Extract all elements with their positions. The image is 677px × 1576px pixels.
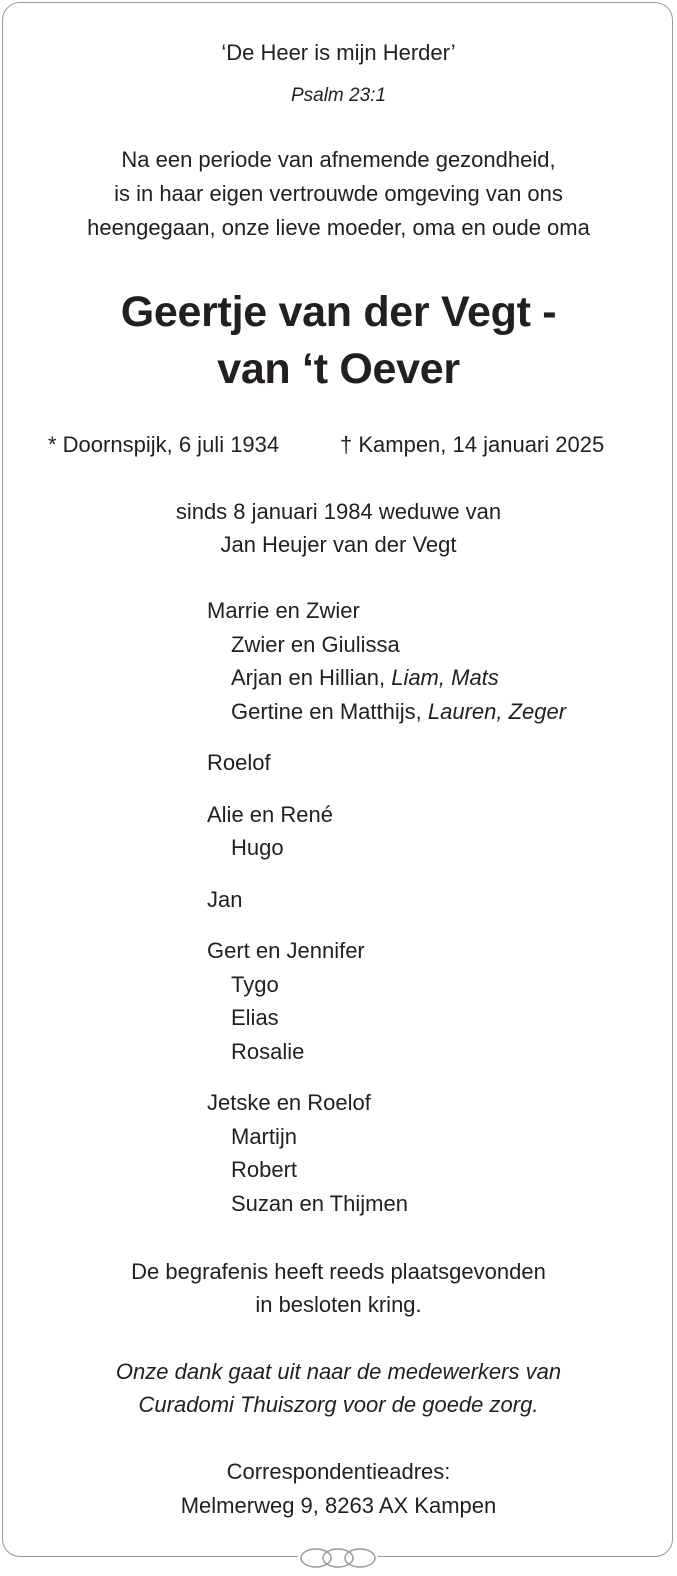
grandchild-entry [207,1035,566,1069]
family-head: Gert en Jennifer [207,938,365,963]
family-head: Jan [207,886,243,912]
grandchild-name: Rosalie [231,1038,305,1064]
grandchild-name: Gertine en Matthijs, [231,698,422,724]
family-group [207,594,566,728]
great-grandchildren: Liam, Mats [391,665,499,690]
grandchild-name: Robert [231,1157,298,1182]
widow-line-2: Jan Heujer van der Vegt [220,532,457,557]
funeral-line-1: De begrafenis heeft reeds plaatsgevonden [131,1259,546,1284]
address-label: Correspondentieadres: [226,1459,451,1484]
family-head: Alie en René [207,801,333,827]
family-group [207,934,566,1068]
grandchild-entry [207,661,566,695]
grandchild-entry [207,831,566,865]
great-grandchildren: Lauren, Zeger [427,698,567,724]
grandchild-name: Hugo [231,835,284,860]
family-head: Jetske en Roelof [207,1090,371,1115]
grandchild-entry [207,695,566,729]
thanks-line-2: Curadomi Thuiszorg voor de goede zorg. [138,1392,539,1417]
family-group [207,1086,566,1220]
grandchild-entry [207,968,566,1002]
intro-line-3: heengegaan, onze lieve moeder, oma en oude oma [87,215,590,240]
birth-date: * Doornspijk, 6 juli 1934 [48,432,280,457]
death-date: † Kampen, 14 januari 2025 [340,432,605,457]
grandchild-name: Elias [231,1005,279,1030]
intro-line-2: is in haar eigen vertrouwde omgeving van ons [114,181,563,206]
thanks-line-1: Onze dank gaat uit naar de medewerkers van [115,1359,562,1384]
intro-line-1: Na een periode van afnemende gezondheid, [121,147,556,172]
grandchild-name: Arjan en Hillian, [231,665,386,690]
grandchild-entry [207,1120,566,1154]
family-group [207,883,566,917]
deceased-name-line-2: van ‘t Oever [217,345,460,393]
verse-reference: Psalm 23:1 [290,85,387,106]
funeral-line-2: in besloten kring. [255,1292,422,1317]
family-list [207,594,566,1238]
grandchild-name: Suzan en Thijmen [231,1190,408,1216]
family-head: Roelof [207,750,271,775]
grandchild-name: Martijn [231,1123,298,1149]
grandchild-name: Tygo [231,971,279,997]
chain-ornament-icon [298,1545,378,1571]
grandchild-entry [207,1187,566,1221]
widow-line-1: sinds 8 januari 1984 weduwe van [175,499,502,524]
deceased-name-line-1: Geertje van der Vegt - [120,288,557,336]
grandchild-entry [207,1153,566,1187]
grandchild-entry [207,628,566,662]
family-group [207,746,566,780]
bible-verse: ‘De Heer is mijn Herder’ [221,40,456,65]
family-head: Marrie en Zwier [207,598,360,623]
family-group [207,798,566,865]
address-value: Melmerweg 9, 8263 AX Kampen [180,1493,497,1518]
grandchild-name: Zwier en Giulissa [231,631,400,657]
grandchild-entry [207,1001,566,1035]
